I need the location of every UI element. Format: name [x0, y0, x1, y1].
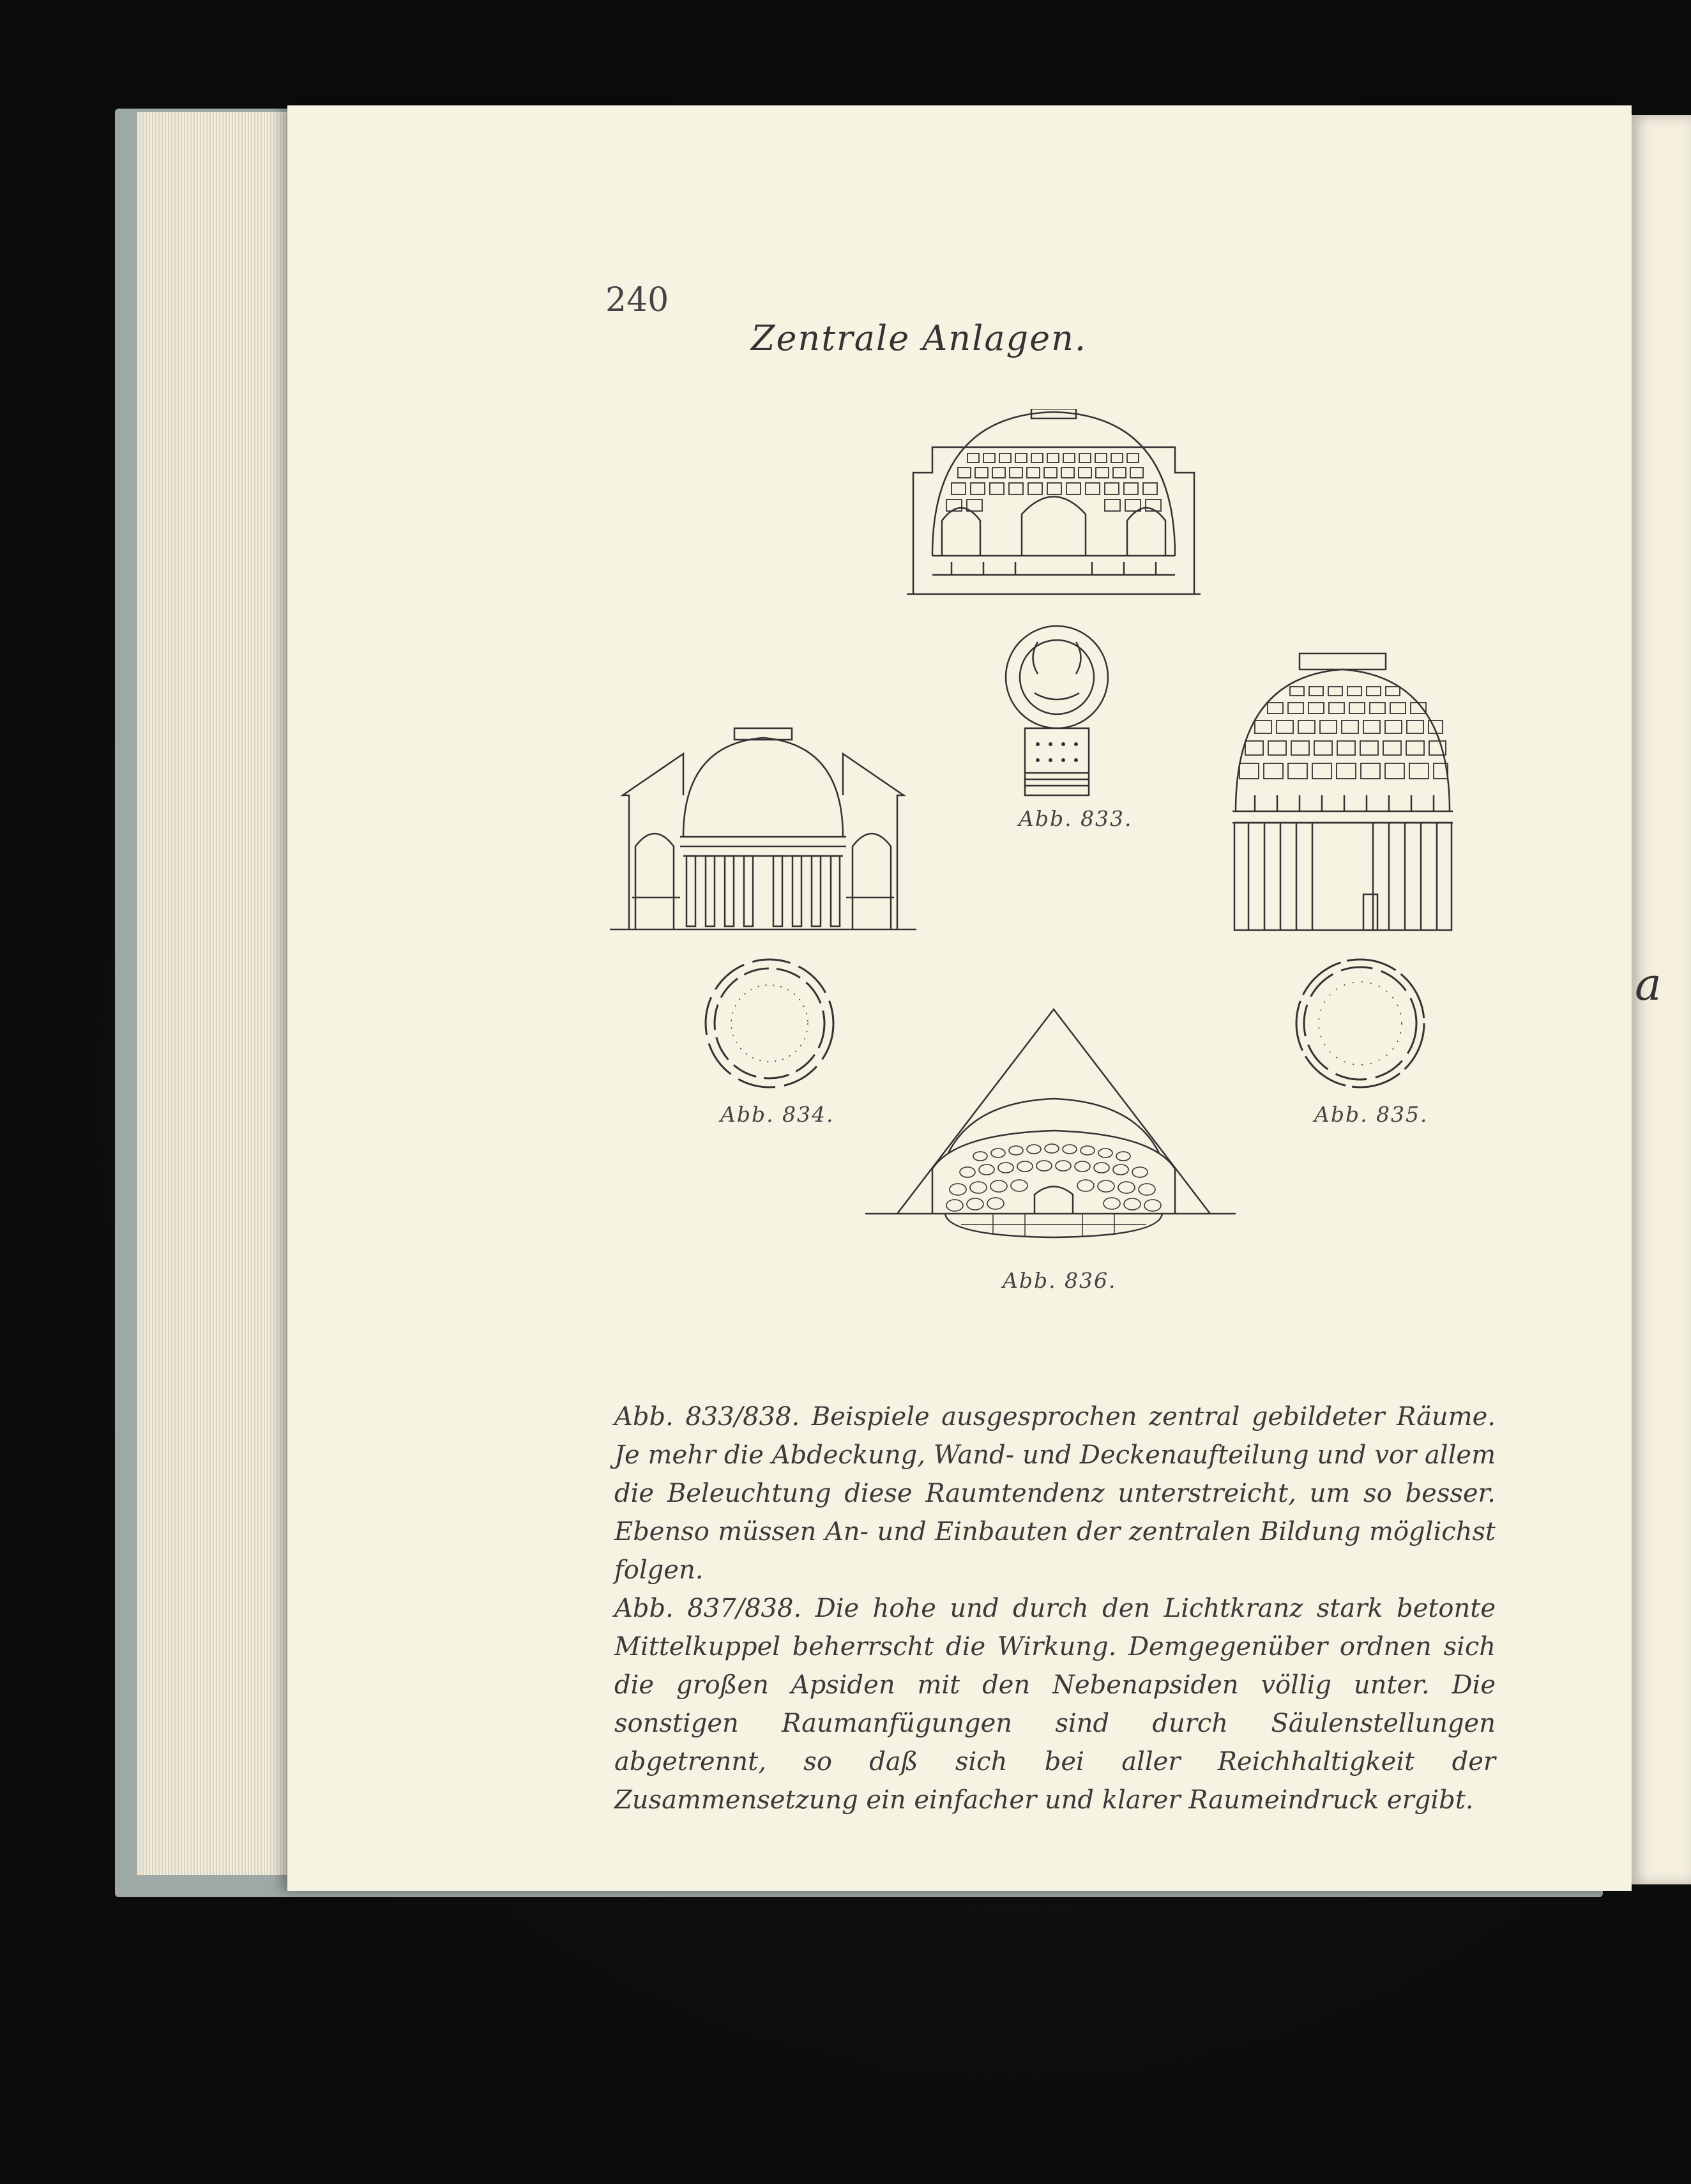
running-head: Zentrale Anlagen.	[750, 318, 1088, 358]
figure-833-plan	[999, 623, 1114, 802]
caption-abb-833: Abb. 833.	[1019, 806, 1133, 831]
margin-mark: a	[1635, 958, 1662, 1011]
figure-834-section	[610, 719, 916, 933]
figure-835-plan	[1290, 955, 1430, 1092]
dome-section-drawing	[907, 409, 1201, 600]
figure-834-plan	[699, 955, 840, 1092]
paragraph-837-838: Abb. 837/838. Die hohe und durch den Lichtkranz stark betonte Mittelkuppel beherrscht die Wirkung. Demgegenüber ordnen sich die großen Apsiden mit den Nebenapsiden völlig unter. Die sonstigen Raumanfügungen sind durch Säulenstellungen abgetrennt, so daß sich bei aller Reichhaltigkeit der Zusammensetzung ein einfacher und klarer Raumeindruck ergibt.	[614, 1594, 1496, 1815]
figure-833-section	[907, 409, 1201, 600]
caption-abb-836: Abb. 836.	[1003, 1268, 1117, 1293]
figure-836-section	[865, 1006, 1236, 1242]
figure-835-section	[1229, 652, 1456, 933]
caption-abb-834: Abb. 834.	[720, 1102, 835, 1127]
paragraph-833-838: Abb. 833/838. Beispiele ausgesprochen zentral gebildeter Räume. Je mehr die Abdeckung, Wand- und Deckenaufteilung und vor allem die Beleuchtung diese Raumtendenz unterstreicht, um so besser. Ebenso müssen An- und Einbauten der zentralen Bildung möglichst folgen.	[614, 1402, 1496, 1585]
page-number: 240	[605, 281, 669, 319]
body-text	[614, 1398, 1496, 1819]
caption-abb-835: Abb. 835.	[1314, 1102, 1429, 1127]
